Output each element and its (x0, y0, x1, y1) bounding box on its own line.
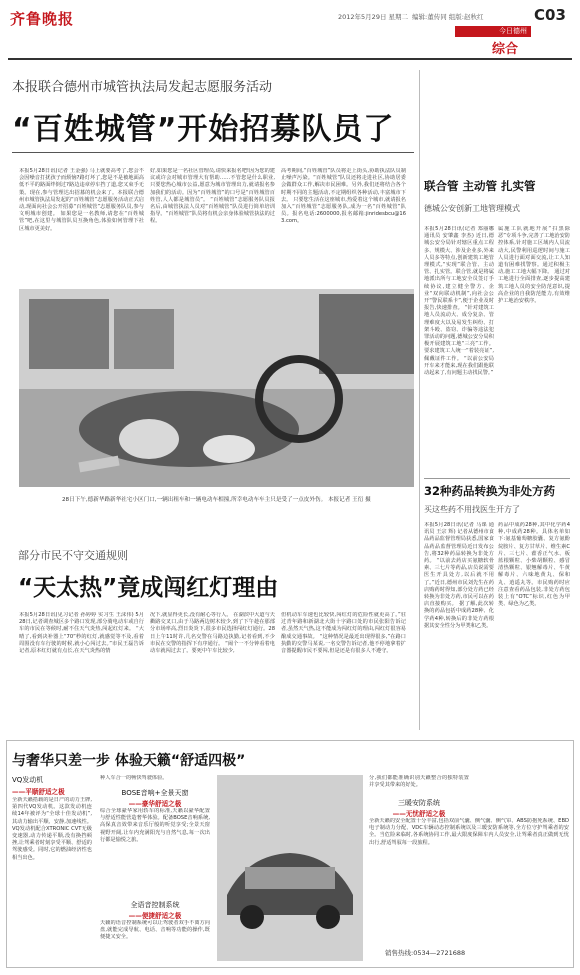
column-divider (419, 70, 420, 730)
lead-headline: “百姓城管”开始招募队员了 (12, 112, 395, 147)
page-number: C03 (534, 6, 566, 24)
second-col-3: 但机动车车速也比较快,闯红灯的危险性就更高了。”驻过青年路和新湖北大街十字路口处的市民张阳告诉记者,虽然天气热,这不能成为闯红灯的理由,闯红灯很容易酿成交通事故。 “这种情况是最近出现得很多,”在路口执勤的交警马某说,一名交警告诉记者,他不停地拿着扩音器提醒市民不要闯,但是还是有很多人不遵守。 (281, 612, 406, 655)
advert-title: 与奢华只差一步 体验天籁“舒适四极” (12, 753, 246, 769)
lead-col-3: 高考期间,“百姓城管”队员将走上街头,协助执法队员制止噪声污染。“百姓城管”队员还将走进社区,协助居委会做群众工作,解决市民困难。另外,我们还将结合各个时期不同的主题活动,不定期组织各种活动,丰富城市下去。 只要您生活在这座城市,热爱着这个城市,就请报名加入“百姓城管”志愿服务队,成为一名“百姓城管”队员。报名电话:2600000,报名邮箱:jinridesbcu@163.com。 (281, 168, 406, 225)
advert-label-3: 全语音控制系统 (130, 901, 180, 909)
advert-label-4: 三暖安防系统 (398, 799, 440, 807)
second-headline: “天太热”竟成闯红灯理由 (18, 575, 279, 601)
right-rule (424, 478, 570, 479)
right-col-1: 本报5月28日讯(记者 郑丽娜 通讯员 安肇鑫 李杰) 近日,德城公安分局针对辖区重点工程多、规模大、涉及企业多,外来人员多等特点,创新建筑工地管理模式,“实现”联合管、主动管、扎实管。联合管,就是将属地派出所与工地安全员签订手续协议,建立健全警方、企业“双向联动机制”,向社会公开“警民联系卡”,便于企业及时报告,快速排查。 “针对建筑工地人员流动大、成分复杂、管理难度大以及易发生纠纷、打架斗殴、盗窃、诈骗等违法犯罪活动的问题,德城公安分局积极开展建筑工地“三亮”工作。要求建筑工人统一“着装亮证”,佩戴证件工作。 “以前公安局开车来才能来,现在我们跟他联动起来了,有问题主动找民警。” (424, 226, 494, 377)
headline-rule (12, 152, 414, 153)
right-col-2: 属施工队就地开展“扫黑除恶”专项斗争,完善了工地治安防控体系,针对施工区域内人员流动大,民警利用巡逻时间与施工人员进行面对面交流,让工人知道有困难找警察。通过积极主动,施工工地大幅下降。 通过对工地进行全面排查,逐步提高建筑工地人员的安全防范意识,提高企业的自我防范能力,有效维护工地治安秩序。 (498, 226, 570, 305)
right-headline-2: 32种药品转换为非处方药 (424, 484, 556, 498)
advert-col-1: 全新天籁搭载的是日产的动力王牌,第四代VQ发动机。这款发动机连续14年被评为“全球十佳发动机”,其动力输出平顺、安静,加速线性。VQ发动机配合XTRONIC CVT无级变速器,动力传递平顺,没有换挡顿挫,让驾乘者时刻享受平顺、舒适的驾驶感受。同时,它的燃油经济性也相当出色。 (12, 797, 92, 861)
lead-col-1: 本报5月28日讯(记者 王金强) 马上就要高考了,您会不会因噪音打扰孩子而烦恼?路灯坏了,您是不是被地面高低不平的路面绊倒过?路边违章停车挡了道,您又束手无策。现在,参与管理达出招募的机会来了。本报联合德州市城管执法局发起的“百姓城管”志愿服务活动正式启动,现面向社会公开招募“百姓城管”志愿服务队员,参与文明城市创建。 如果您是一名教师,请您在“百姓城管”吧,在这里与城管队员互换角色,体验如何管理下社区城市更美好。 (19, 168, 144, 232)
right-headline: 联合管 主动管 扎实管 (424, 179, 536, 193)
second-col-1: 本报5月28日讯(见习记者 孙婷婷 实习生 王沫伟) 5月28日,记者调查城区多个路口发现,部分骑电动车或自行车的市民在等候时,耐不住天气炎热,闯起红灯来。 “大晴了,看到决补器上“70”秒的红灯,就感觉等不及,看着周围没有车行驶的时候,就小心闯过去。”市民王磊告诉记者,原本红灯就有点长,在天气炎热的情 (19, 612, 144, 655)
advert-sub-2: ——豪华舒适之极 (128, 800, 182, 808)
right-col-4: 药品中成药28种,其中化学药4种,中成药28种。具体名单如下:氨基葡萄糖胶囊、复方氨酚烷胺片、复方甘草片、维生素C片、三七片、藿香正气水、板蓝根颗粒、小柴胡颗粒、感冒清热颗粒、银翘解毒片、牛黄解毒片、六味地黄丸、保和丸、逍遥丸等。市民购药时应注意查看药品包装,非处方药包装上有“OTC”标识,红色为甲类、绿色为乙类。 (498, 522, 570, 608)
advert-col-3: 全新天籁的安全配置十分丰富,包括双前气囊、侧气囊、侧气帘、ABS防抱死系统、EBD电子制动力分配、VDC车辆动态控制系统以及三暖安防系统等,全方位守护驾乘者的安全。当危险来临时,各系统协同工作,最大限度保障车内人员安全,让驾乘者真正做到无忧出行,舒适驾驭每一段旅程。 (369, 818, 569, 846)
advert-sub-4: ——无忧舒适之极 (392, 810, 446, 818)
section-title: 综合 (492, 42, 519, 57)
editor-credit: 编辑:董传同 组版:赵秋红 (412, 13, 484, 21)
photo-caption: 28日下午,德新华路新华社宅小区门口,一辆出租车和一辆电动车相撞,所幸电动车车主只是受了一点皮外伤。 本报记者 王衍 摄 (62, 497, 371, 503)
header-rule (8, 58, 572, 60)
advert-col-2b: 天籁的语音控制系统可以让驾驶者双手不离方向盘,就能完成导航、电话、音响等功能的操作,既便捷又安全。 (100, 920, 210, 941)
newspaper-logo: 齐鲁晚报 (10, 10, 75, 28)
advert-col-3-top: 分,我们都能准确识别天籁整合的独特装置并享受其带来的好处。 (369, 775, 469, 789)
photo-illustration (19, 289, 414, 487)
right-subhead: 德城公安创新工地管理模式 (424, 204, 520, 213)
advert-col-2-top: 种人车合一的畅快驾驶体验。 (100, 775, 168, 781)
right-subhead-2: 买这些药不用找医生开方了 (424, 505, 520, 514)
accident-photo (19, 289, 414, 487)
right-col-3: 本报5月28日讯(记者 马课 通讯员 王宗 辉) 记者从德州市食品药品监督管理局获悉,国家食品药品监督管理局近日发布公告,将32种药品转换为非处方药。 “以前去药店买氨糖软骨素、三七片等药品,店员说需要医生开具处方,以后就不用了。”近日,德州市民刘先生在药店购药时得知,部分处方药已经转换为非处方药,市民可以在药店直接购买。 据了解,此次转换的药品包括中成药28种、化学药4种,转换后的非处方药根据其安全性分为甲类和乙类。 (424, 522, 494, 629)
sales-hotline: 销售热线:0534—2721688 (385, 949, 466, 957)
car-photo (217, 775, 363, 961)
advert-col-2: 综合全球豪华家用轿车的标准,天籁以豪华配置与舒适性能营造奢华体验。配备BOSE音响系统,高保真音效带来音乐厅般的听觉享受;全景天窗视野开阔,让车内充满阳光与自然气息,每一次出行都是愉悦之旅。 (100, 808, 210, 843)
advert-label-2: BOSE音响+全景天窗 (121, 789, 189, 797)
lead-kicker: 本报联合德州市城管执法局发起志愿服务活动 (12, 80, 273, 95)
lead-col-2: 好,如果您是一名社区管理员,请快来报名吧!因为您的建议或许会对城市管理大有帮助……不管您是什么职业,只要您热心城市公益,愿意为城市管理出力,就请报名参加我们的活动。因为“百姓城管”的口号是“百姓城管百姓管,人人都是城管员”。 “百姓城管”志愿服务队员报名后,由城管执法人员对“百姓城管”队员进行简单培训指导。“百姓城管”队员将有机会亲身体验城管执法的过程。 (150, 168, 275, 225)
second-kicker: 部分市民不守交通规则 (18, 549, 128, 562)
issue-date: 2012年5月29日 星期二 (338, 13, 409, 21)
car-illustration (217, 775, 363, 961)
advert-sub-3: ——便捷舒适之极 (128, 912, 182, 920)
advert-label-1: VQ发动机 (12, 776, 44, 784)
section-bar: 今日德州 (455, 26, 531, 37)
second-col-2: 况下,就显得更长,没有耐心等行人。 在湖滨中大道与天衢路交叉口,由于马路两边树木较少,到了下午趁在那部分市场率高,烈日炎炎下,很多市民选择闯红灯通行。28日上午11时许,几名交警在马路边执勤,记者看到,不少市民在交警的指挥下有序通行。 “闹个一不分钟看着电动车就闯过去了。要死中午车比较少, (150, 612, 275, 655)
advert-sub-1: ——平顺舒适之极 (12, 788, 65, 796)
